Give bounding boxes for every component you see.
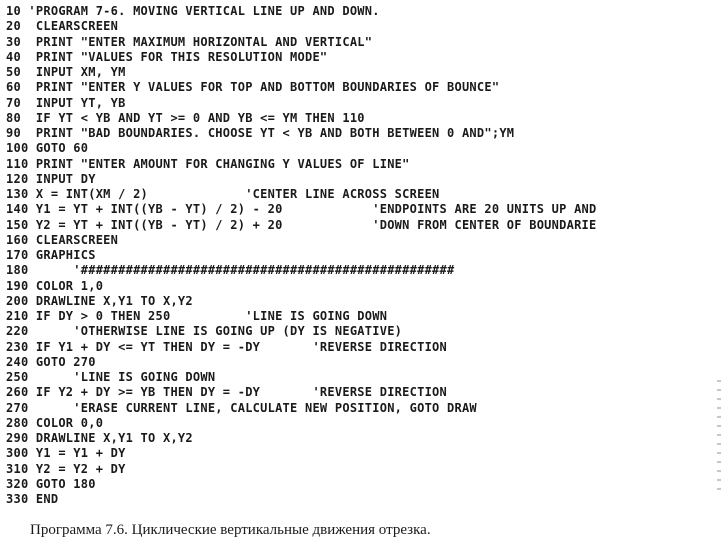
code-line: 140 Y1 = YT + INT((YB - YT) / 2) - 20 'ENDPOINTS ARE 20 UNITS UP AND [6,202,597,217]
code-line: 260 IF Y2 + DY >= YB THEN DY = -DY 'REVERSE DIRECTION [6,385,448,400]
code-line: 200 DRAWLINE X,Y1 TO X,Y2 [6,293,193,308]
figure-caption: Программа 7.6. Циклические вертикальные движения отрезка. [30,522,431,538]
code-line: 310 Y2 = Y2 + DY [6,461,126,476]
code-line: 300 Y1 = Y1 + DY [6,446,126,461]
code-line: 60 PRINT "ENTER Y VALUES FOR TOP AND BOTTOM BOUNDARIES OF BOUNCE" [6,80,500,95]
program-listing [6,4,723,507]
code-line: 240 GOTO 270 [6,354,96,369]
code-line: 210 IF DY > 0 THEN 250 'LINE IS GOING DOWN [6,309,388,323]
code-line: 330 END [6,492,59,506]
code-line: 270 'ERASE CURRENT LINE, CALCULATE NEW POSITION, GOTO DRAW [6,400,477,415]
page-edge-marks [717,380,721,490]
code-line: 280 COLOR 0,0 [6,415,104,430]
code-line: 40 PRINT "VALUES FOR THIS RESOLUTION MODE" [6,49,328,64]
code-line: 30 PRINT "ENTER MAXIMUM HORIZONTAL AND VERTICAL" [6,34,373,49]
code-line: 150 Y2 = YT + INT((YB - YT) / 2) + 20 'DOWN FROM CENTER OF BOUNDARIE [6,217,597,232]
code-line: 290 DRAWLINE X,Y1 TO X,Y2 [6,431,193,445]
code-line: 50 INPUT XM, YM [6,65,126,79]
code-line: 250 'LINE IS GOING DOWN [6,370,216,384]
code-line: 10 'PROGRAM 7-6. MOVING VERTICAL LINE UP AND DOWN. [6,4,380,18]
code-line: 120 INPUT DY [6,171,96,186]
code-line: 90 PRINT "BAD BOUNDARIES. CHOOSE YT < YB AND BOTH BETWEEN 0 AND";YM [6,126,515,140]
code-line: 70 INPUT YT, YB [6,95,126,110]
code-line: 320 GOTO 180 [6,476,96,491]
code-line: 220 'OTHERWISE LINE IS GOING UP (DY IS NEGATIVE) [6,324,403,339]
code-line: 110 PRINT "ENTER AMOUNT FOR CHANGING Y VALUES OF LINE" [6,156,410,171]
code-line: 190 COLOR 1,0 [6,278,104,293]
code-line: 20 CLEARSCREEN [6,19,119,34]
code-line: 100 GOTO 60 [6,141,89,156]
code-line: 170 GRAPHICS [6,248,96,262]
code-line: 80 IF YT < YB AND YT >= 0 AND YB <= YM THEN 110 [6,110,365,125]
code-line: 160 CLEARSCREEN [6,232,119,247]
code-line: 180 '################################################## [6,263,455,278]
code-line: 230 IF Y1 + DY <= YT THEN DY = -DY 'REVERSE DIRECTION [6,339,448,354]
code-line: 130 X = INT(XM / 2) 'CENTER LINE ACROSS SCREEN [6,187,440,201]
